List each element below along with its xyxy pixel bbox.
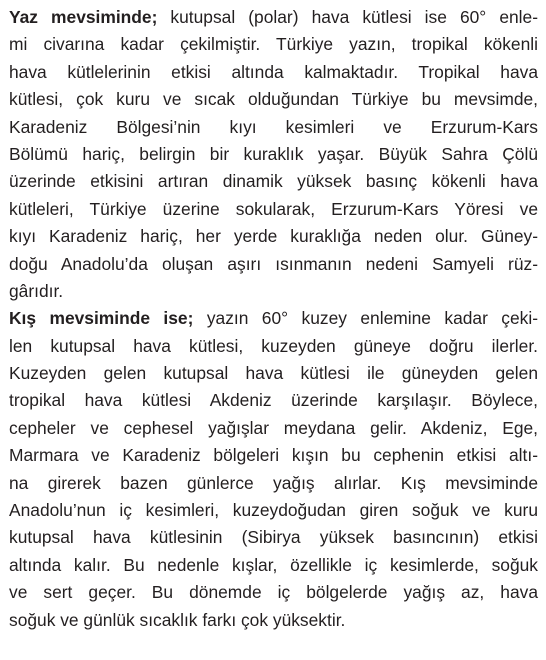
paragraph-winter — [9, 305, 538, 634]
text-line: soğuk ve günlük sıcaklık farkı çok yüksektir. — [9, 609, 346, 630]
text-line: kıyı Karadeniz hariç, her yerde kuraklığa neden olur. Güney- — [9, 226, 538, 247]
text-line: doğu Anadolu’da oluşan aşırı ısınmanın nedeni Samyeli rüz- — [9, 253, 538, 274]
text-line: mi civarına kadar çekilmiştir. Türkiye yazın, tropikal kökenli — [9, 34, 538, 55]
text-line — [9, 305, 538, 332]
text-line: Anadolu’nun iç kesimleri, kuzeydoğudan giren soğuk ve kuru — [9, 500, 538, 521]
text-line: kutupsal hava kütlesinin (Sibirya yüksek basıncının) etkisi — [9, 527, 538, 548]
text-line: gârıdır. — [9, 280, 64, 301]
text-line: kütleleri, Türkiye üzerine sokularak, Erzurum-Kars Yöresi ve — [9, 198, 538, 219]
text-line: Karadeniz Bölgesi’nin kıyı kesimleri ve Erzurum-Kars — [9, 116, 538, 137]
text-line: na girerek bazen günlerce yağış alırlar. Kış mevsiminde — [9, 472, 538, 493]
paragraph-lead: Kış mevsiminde ise; — [9, 308, 194, 329]
text-line: Kuzeyden gelen kutupsal hava kütlesi ile güneyden gelen — [9, 363, 538, 384]
text-line: üzerinde etkisini artıran dinamik yüksek basınç kökenli hava — [9, 171, 538, 192]
line-text: kutupsal (polar) hava kütlesi ise 60° enle- — [157, 7, 538, 27]
line-text: yazın 60° kuzey enlemine kadar çeki- — [193, 308, 539, 329]
text-line: len kutupsal hava kütlesi, kuzeyden güneye doğru ilerler. — [9, 335, 538, 356]
text-line: kütlesi, çok kuru ve sıcak olduğundan Türkiye bu mevsimde, — [9, 89, 538, 110]
paragraph-summer — [9, 4, 538, 305]
text-line: Marmara ve Karadeniz bölgeleri kışın bu cephenin etkisi altı- — [9, 445, 538, 466]
text-line: Bölümü hariç, belirgin bir kuraklık yaşar. Büyük Sahra Çölü — [9, 143, 538, 164]
text-line: altında kalır. Bu nedenle kışlar, özellikle iç kesimlerde, soğuk — [9, 554, 538, 575]
text-line: ve sert geçer. Bu dönemde iç bölgelerde yağış az, hava — [9, 582, 538, 603]
text-line — [9, 4, 538, 31]
paragraph-lead: Yaz mevsiminde; — [9, 7, 158, 27]
text-line: hava kütlelerinin etkisi altında kalmaktadır. Tropikal hava — [9, 61, 538, 82]
text-line: cepheler ve cephesel yağışlar meydana gelir. Akdeniz, Ege, — [9, 417, 538, 438]
text-line: tropikal hava kütlesi Akdeniz üzerinde karşılaşır. Böylece, — [9, 390, 538, 411]
